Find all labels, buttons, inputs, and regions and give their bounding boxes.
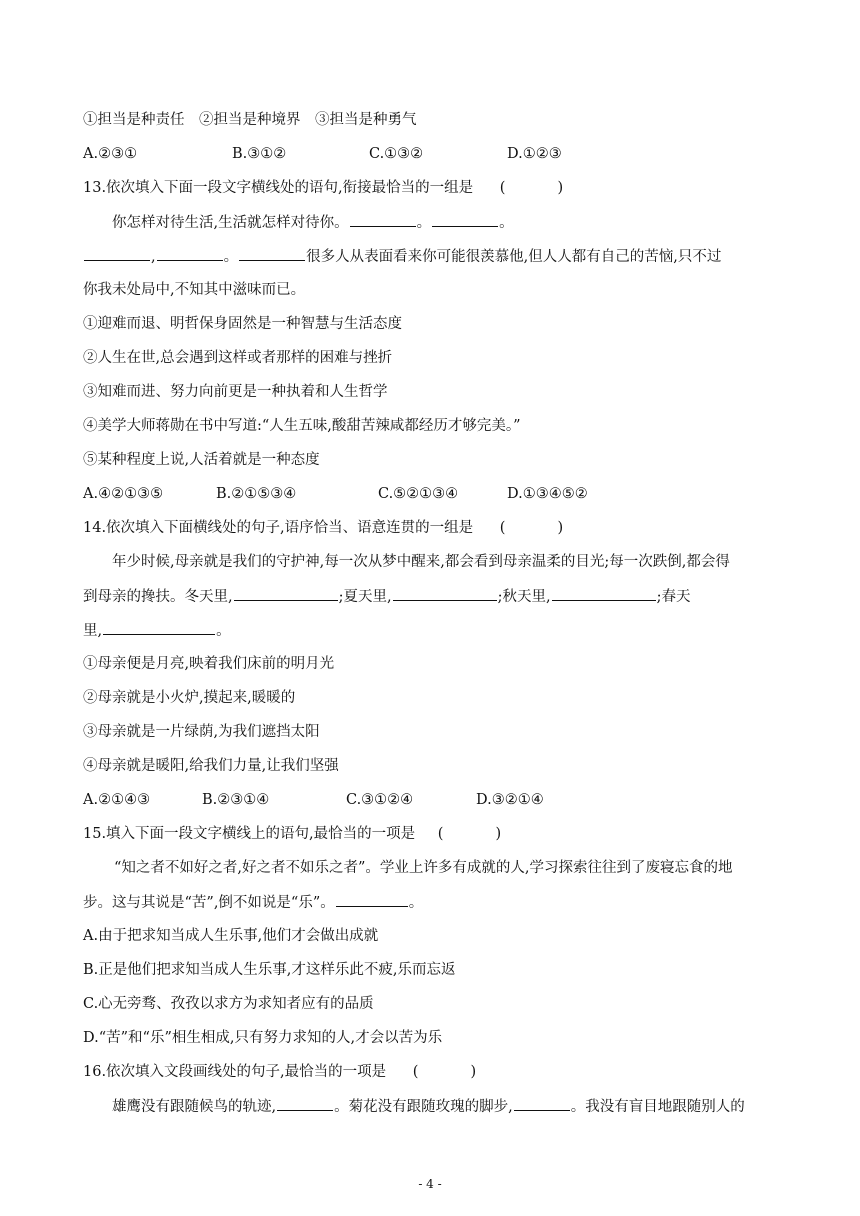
q15-passage-line-1: “知之者不如好之者,好之者不如乐之者”。学业上许多有成就的人,学习探索往往到了废寝忘食的地: [114, 860, 733, 876]
q16-passage-text-a: 雄鹰没有跟随候鸟的轨迹,: [112, 1099, 277, 1115]
q15-option-d: D.“苦”和“乐”相生相成,只有努力求知的人,才会以苦为乐: [83, 1030, 443, 1046]
q16-answer-paren-close: ): [470, 1064, 477, 1080]
q14-item-1: ①母亲便是月亮,映着我们床前的明月光: [83, 656, 335, 672]
q14-option-a: A.②①④③: [83, 792, 151, 808]
q14-passage-text-2a: 到母亲的搀扶。冬天里,: [83, 589, 233, 605]
q14-passage-text-2c: ;秋天里,: [497, 589, 551, 605]
q14-passage-line-2: [83, 586, 782, 607]
q14-item-3: ③母亲就是一片绿荫,为我们遮挡太阳: [83, 724, 320, 740]
q14-option-c: C.③①②④: [346, 792, 414, 808]
q13-item-4: ④美学大师蒋勋在书中写道:“人生五味,酸甜苦辣咸都经历才够完美。”: [83, 418, 521, 434]
q14-answer-paren-close: ): [557, 520, 564, 536]
q12-option-c: C.①③②: [369, 146, 424, 162]
q16-blank-2: [514, 1096, 570, 1111]
q13-option-d: D.①③④⑤②: [507, 486, 588, 502]
q13-item-3: ③知难而进、努力向前更是一种执着和人生哲学: [83, 384, 388, 400]
q15-stem: [83, 824, 782, 844]
q15-answer-paren-open: (: [437, 826, 444, 842]
q13-blank-5: [239, 246, 305, 261]
q14-blank-3: [552, 586, 656, 601]
q14-stem-text: 14.依次填入下面横线处的句子,语序恰当、语意连贯的一组是: [83, 520, 474, 536]
q13-item-5: ⑤某种程度上说,人活着就是一种态度: [83, 452, 320, 468]
q16-passage-line-1: [112, 1096, 782, 1117]
q14-blank-1: [234, 586, 338, 601]
q14-passage-text-3a: 里,: [83, 623, 103, 639]
q12-option-a: A.②③①: [83, 146, 138, 162]
q13-option-b: B.②①⑤③④: [216, 486, 297, 502]
q14-option-d: D.③②①④: [476, 792, 544, 808]
q14-blank-2: [393, 586, 497, 601]
q14-stem: [83, 518, 782, 538]
q13-passage-line-2: , 。 很多人从表面看来你可能很羡慕他,但人人都有自己的苦恼,只不过: [83, 246, 782, 267]
q12-items: ①担当是种责任 ②担当是种境界 ③担当是种勇气: [83, 112, 417, 128]
q15-passage-line-2: 步。这与其说是“苦”,倒不如说是“乐”。 。: [83, 892, 782, 913]
q15-answer-paren-close: ): [495, 826, 502, 842]
q13-stem: [83, 178, 782, 198]
q13-stem-text: 13.依次填入下面一段文字横线处的语句,衔接最恰当的一组是: [83, 180, 474, 196]
q14-option-b: B.②③①④: [202, 792, 270, 808]
q13-answer-paren-open: (: [499, 180, 506, 196]
q13-blank-4: [157, 246, 223, 261]
q13-blank-1: [350, 212, 416, 227]
q13-item-1: ①迎难而退、明哲保身固然是一种智慧与生活态度: [83, 316, 402, 332]
q15-passage-text-2: 步。这与其说是“苦”,倒不如说是“乐”。: [83, 895, 335, 911]
q16-stem-text: 16.依次填入文段画线处的句子,最恰当的一项是: [83, 1064, 387, 1080]
q15-option-a: A.由于把求知当成人生乐事,他们才会做出成就: [83, 928, 379, 944]
q14-item-4: ④母亲就是暖阳,给我们力量,让我们坚强: [83, 758, 339, 774]
q13-passage-line-1: 你怎样对待生活,生活就怎样对待你。 。 。: [112, 212, 782, 233]
q13-item-2: ②人生在世,总会遇到这样或者那样的困难与挫折: [83, 350, 393, 366]
q13-blank-2: [432, 212, 498, 227]
q12-option-b: B.③①②: [232, 146, 287, 162]
q14-blank-4: [103, 620, 215, 635]
q13-passage-text-1: 你怎样对待生活,生活就怎样对待你。: [112, 215, 349, 231]
q13-blank-3: [84, 246, 150, 261]
q15-option-b: B.正是他们把求知当成人生乐事,才这样乐此不疲,乐而忘返: [83, 962, 456, 978]
q15-stem-text: 15.填入下面一段文字横线上的语句,最恰当的一项是: [83, 826, 416, 842]
q13-passage-text-2: 很多人从表面看来你可能很羡慕他,但人人都有自己的苦恼,只不过: [306, 249, 722, 265]
q16-stem: [83, 1062, 782, 1082]
q15-blank-1: [336, 892, 408, 907]
q14-passage-text-2d: ;春天: [656, 589, 691, 605]
q15-option-c: C.心无旁骛、孜孜以求方为求知者应有的品质: [83, 996, 374, 1012]
q14-passage-line-1: 年少时候,母亲就是我们的守护神,每一次从梦中醒来,都会看到母亲温柔的目光;每一次跌倒,都会得: [112, 554, 730, 570]
page-number: - 4 -: [418, 1177, 442, 1191]
q13-passage-line-3: 你我未处局中,不知其中滋味而已。: [83, 282, 306, 298]
q14-item-2: ②母亲就是小火炉,摸起来,暖暖的: [83, 690, 296, 706]
q16-blank-1: [277, 1096, 333, 1111]
q13-answer-paren-close: ): [557, 180, 564, 196]
q12-option-d: D.①②③: [507, 146, 562, 162]
q14-answer-paren-open: (: [499, 520, 506, 536]
q13-option-c: C.⑤②①③④: [378, 486, 459, 502]
q16-passage-text-c: 。我没有盲目地跟随别人的: [570, 1099, 745, 1115]
q14-passage-text-2b: ;夏天里,: [338, 589, 392, 605]
q13-option-a: A.④②①③⑤: [83, 486, 164, 502]
q16-answer-paren-open: (: [412, 1064, 419, 1080]
q14-passage-line-3: 里, 。: [83, 620, 782, 641]
q16-passage-text-b: 。菊花没有跟随玫瑰的脚步,: [334, 1099, 513, 1115]
